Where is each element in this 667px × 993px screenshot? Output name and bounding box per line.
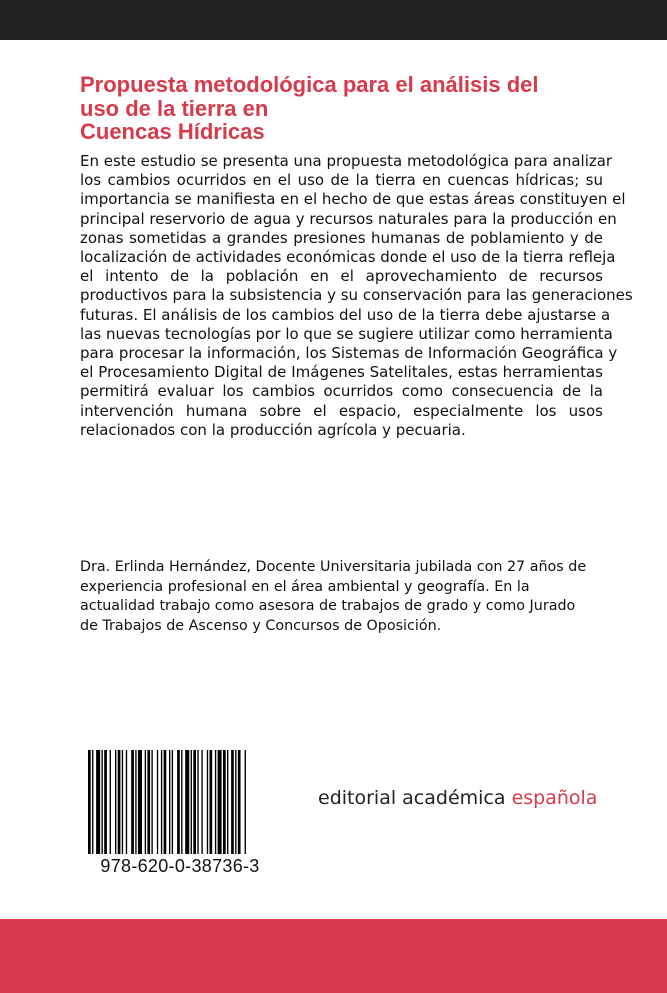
abstract-line: el Procesamiento Digital de Imágenes Satelitales, estas herramientas [80,363,603,382]
barcode-bars [88,750,272,854]
bio-line: de Trabajos de Ascenso y Concursos de Oposición. [80,617,442,634]
publisher-name-main: editorial académica [318,787,512,809]
abstract-line: las nuevas tecnologías por lo que se sugiere utilizar como herramienta [80,324,613,343]
book-abstract [80,152,633,440]
abstract-line: intervención humana sobre el espacio, especialmente los usos [80,401,603,420]
isbn-barcode [80,746,280,881]
publisher-name-accent: española [511,787,598,809]
abstract-line: importancia se manifiesta en el hecho de que estas áreas constituyen el [80,190,626,209]
abstract-line: el intento de la población en el aprovechamiento de recursos [80,267,603,286]
abstract-line: En este estudio se presenta una propuesta metodológica para analizar [80,152,613,170]
abstract-line: para procesar la información, los Sistemas de Información Geográfica y [80,344,618,363]
abstract-line: futuras. El análisis de los cambios del uso de la tierra debe ajustarse a [80,305,611,324]
bottom-bar [0,919,667,993]
bio-line: actualidad trabajo como asesora de trabajos de grado y como Jurado [80,598,576,614]
abstract-line: permitirá evaluar los cambios ocurridos como consecuencia de la [80,382,603,401]
author-bio [80,558,610,636]
bio-line: Dra. Erlinda Hernández, Docente Universitaria jubilada con 27 años de [80,559,587,575]
top-bar [0,0,667,40]
abstract-line: principal reservorio de agua y recursos naturales para la producción en [80,209,617,228]
bio-line: experiencia profesional en el área ambiental y geografía. En la [80,578,530,595]
title-line: Propuesta metodológica para el análisis del [80,72,539,97]
abstract-line: los cambios ocurridos en el uso de la tierra en cuencas hídricas; su [80,171,603,190]
book-title [80,73,620,144]
title-line: Cuencas Hídricas [80,119,265,144]
isbn-number: 978-620-0-38736-3 [100,856,260,876]
abstract-line: zonas sometidas a grandes presiones humanas de poblamiento y de [80,228,603,247]
abstract-line: relacionados con la producción agrícola y pecuaria. [80,420,466,439]
title-line: uso de la tierra en [80,95,269,121]
abstract-line: productivos para la subsistencia y su conservación para las generaciones [80,286,633,305]
abstract-line: localización de actividades económicas donde el uso de la tierra refleja [80,248,616,267]
publisher-logo [318,787,597,809]
